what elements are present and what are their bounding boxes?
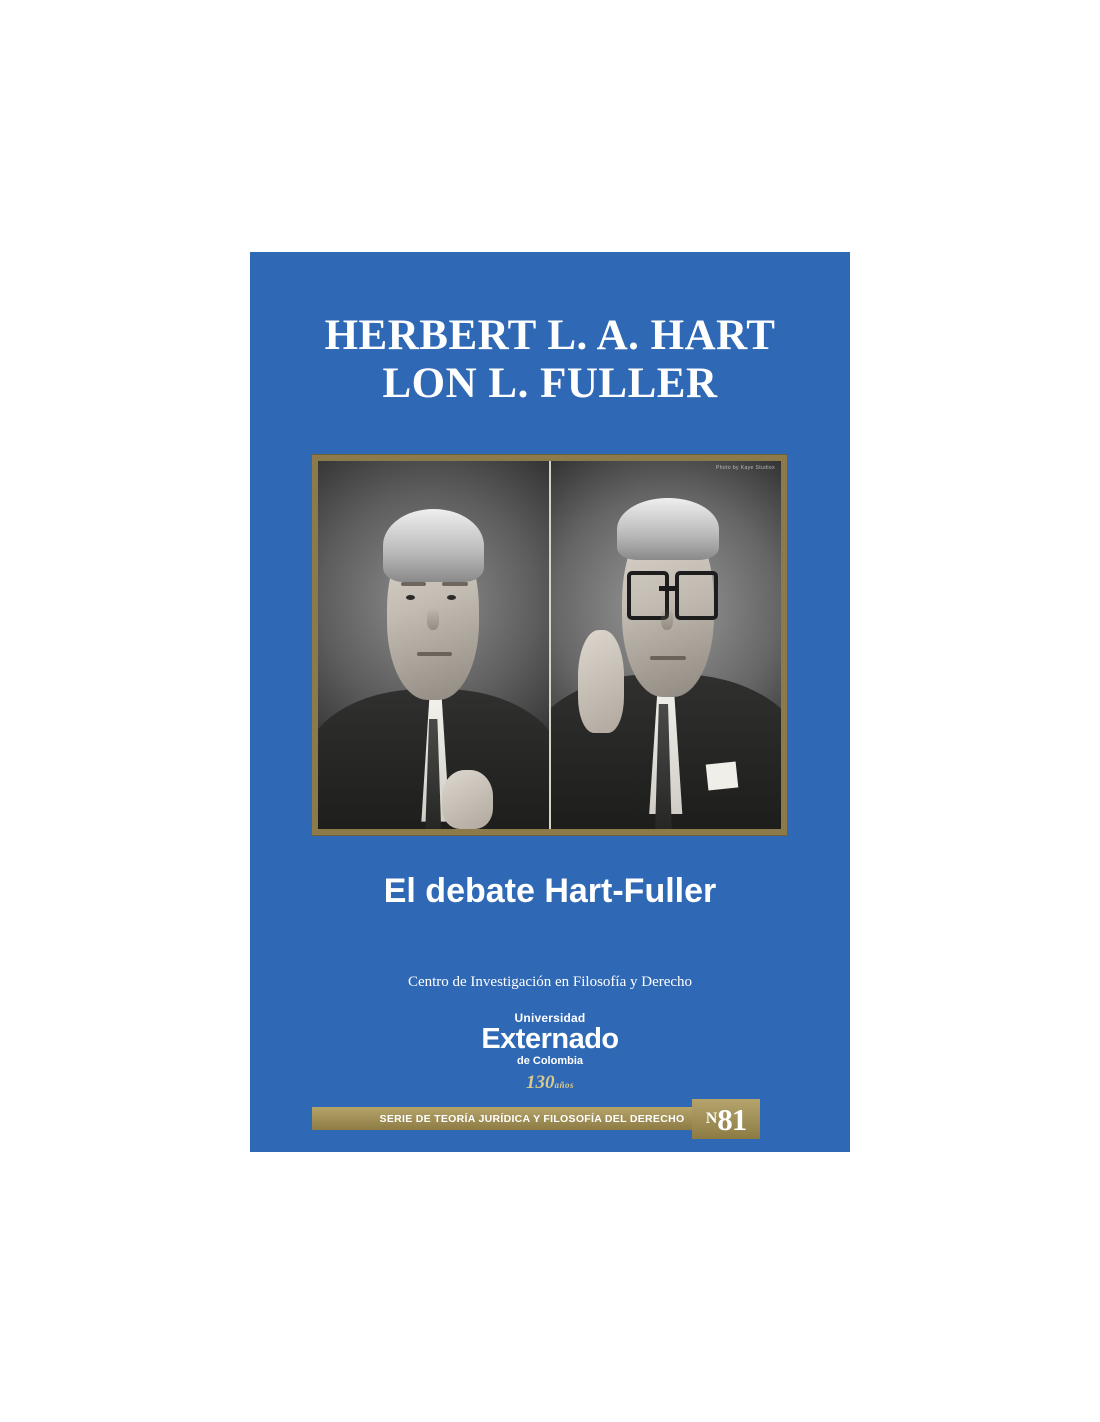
logo-universidad-text: Universidad xyxy=(514,1011,586,1025)
anniversary-badge xyxy=(250,1073,850,1092)
logo-colombia-text: de Colombia xyxy=(516,1055,583,1067)
series-number-value: 81 xyxy=(717,1101,747,1137)
series-number-prefix: N xyxy=(705,1110,718,1127)
logo-externado-text: Externado xyxy=(481,1023,619,1055)
herbert-hart-portrait xyxy=(318,461,549,829)
lon-fuller-portrait xyxy=(549,461,782,829)
series-bar xyxy=(312,1107,752,1130)
cover-photo xyxy=(318,461,781,829)
author-name-hart: HERBERT L. A. HART xyxy=(324,312,776,359)
series-number-badge xyxy=(692,1099,760,1139)
book-title: El debate Hart-Fuller xyxy=(383,872,717,910)
series-title: SERIE DE TEORÍA JURÍDICA Y FILOSOFÍA DEL DERECHO xyxy=(379,1112,685,1125)
photo-credit-mark: Photo by Kaye Studios xyxy=(716,465,775,471)
authors-block xyxy=(250,312,850,408)
anniversary-number: 130 xyxy=(525,1072,555,1093)
cover-photo-frame xyxy=(312,455,787,835)
anniversary-word: años xyxy=(554,1080,574,1090)
author-name-fuller: LON L. FULLER xyxy=(382,360,718,408)
book-cover xyxy=(250,252,850,1152)
research-center-line: Centro de Investigación en Filosofía y Derecho xyxy=(407,974,693,990)
publisher-logo xyxy=(250,1012,850,1092)
